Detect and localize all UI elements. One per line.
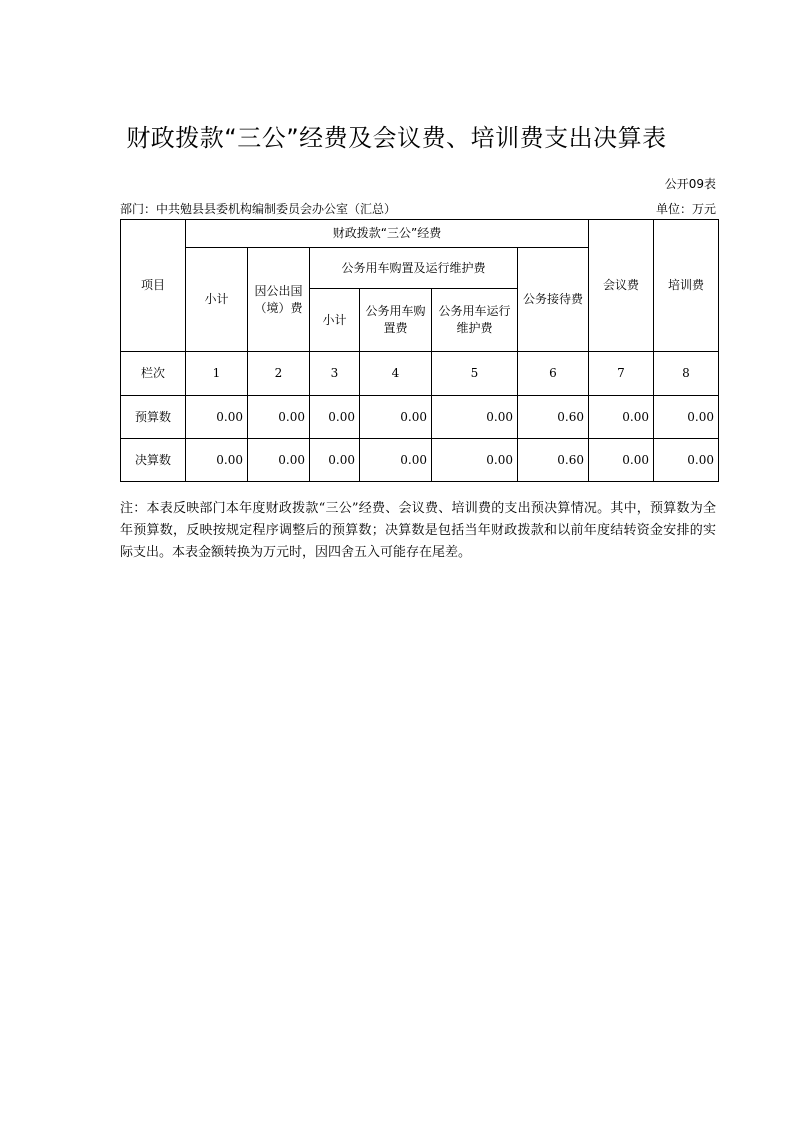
header-three-public-group: 财政拨款“三公”经费 (186, 220, 589, 248)
column-index: 2 (248, 352, 310, 396)
table-cell: 0.00 (310, 439, 360, 482)
header-training: 培训费 (654, 220, 719, 352)
header-item: 项目 (121, 220, 186, 352)
table-cell: 0.60 (518, 439, 589, 482)
header-reception: 公务接待费 (518, 248, 589, 352)
footnote: 注：本表反映部门本年度财政拨款“三公”经费、会议费、培训费的支出预决算情况。其中，预算数为全年预算数，反映按规定程序调整后的预算数；决算数是包括当年财政拨款和以前年度结转资金安排的实际支出。本表金额转换为万元时，因四舍五入可能存在尾差。 (120, 501, 716, 560)
row-label-column-index: 栏次 (121, 352, 186, 396)
row-label-actual: 决算数 (121, 439, 186, 482)
table-cell: 0.00 (248, 439, 310, 482)
table-row (121, 396, 719, 439)
table-cell: 0.00 (248, 396, 310, 439)
table-cell: 0.00 (360, 396, 432, 439)
column-index: 7 (589, 352, 654, 396)
table-cell: 0.00 (654, 396, 719, 439)
column-index: 1 (186, 352, 248, 396)
table-cell: 0.00 (186, 439, 248, 482)
table-cell: 0.00 (589, 396, 654, 439)
page-title: 财政拨款“三公”经费及会议费、培训费支出决算表 (126, 124, 667, 152)
form-code: 公开09表 (664, 177, 716, 191)
header-abroad: 因公出国（境）费 (248, 248, 310, 352)
table-cell: 0.00 (589, 439, 654, 482)
table-row (121, 439, 719, 482)
column-index: 6 (518, 352, 589, 396)
table-cell: 0.60 (518, 396, 589, 439)
header-meeting: 会议费 (589, 220, 654, 352)
expenditure-table (120, 219, 719, 482)
column-index: 3 (310, 352, 360, 396)
unit-label: 单位：万元 (655, 202, 716, 216)
row-label-budget: 预算数 (121, 396, 186, 439)
column-index: 5 (432, 352, 518, 396)
header-vehicle-group: 公务用车购置及运行维护费 (310, 248, 518, 289)
table-cell: 0.00 (186, 396, 248, 439)
header-vehicle-operation: 公务用车运行维护费 (432, 289, 518, 352)
table-cell: 0.00 (360, 439, 432, 482)
table-cell: 0.00 (310, 396, 360, 439)
column-index: 4 (360, 352, 432, 396)
table-cell: 0.00 (432, 396, 518, 439)
department-label: 部门：中共勉县县委机构编制委员会办公室（汇总） (120, 202, 397, 216)
table-cell: 0.00 (432, 439, 518, 482)
header-subtotal: 小计 (186, 248, 248, 352)
header-vehicle-purchase: 公务用车购置费 (360, 289, 432, 352)
table-cell: 0.00 (654, 439, 719, 482)
header-vehicle-subtotal: 小计 (310, 289, 360, 352)
column-index: 8 (654, 352, 719, 396)
